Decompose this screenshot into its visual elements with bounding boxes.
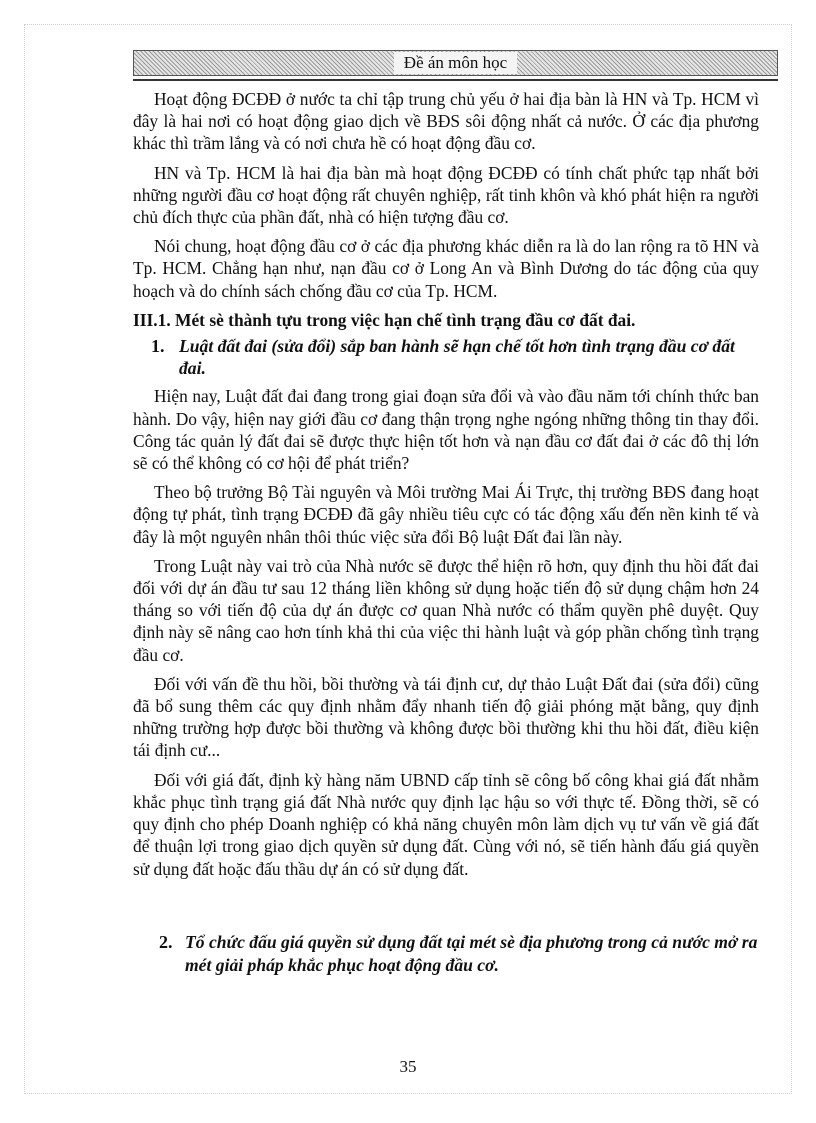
paragraph: Hoạt động ĐCĐĐ ở nước ta chỉ tập trung chủ yếu ở hai địa bàn là HN và Tp. HCM vì đây là hai nơi có hoạt động giao dịch về BĐS sôi động nhất cả nước. Ở các địa phương khác thì trầm lắng và có nơi chưa hề có hoạt động đầu cơ.	[133, 89, 759, 154]
subsection-heading-2	[133, 931, 763, 977]
paragraph: Hiện nay, Luật đất đai đang trong giai đoạn sửa đổi và vào đầu năm tới chính thức ban hành. Do vậy, hiện nay giới đầu cơ đang thận trọng nghe ngóng những thông tin thay đổi. Công tác quản lý đất đai sẽ được thực hiện tốt hơn và nạn đầu cơ đất đai ở các đô thị lớn sẽ có thể không có cơ hội để phát triển?	[133, 386, 759, 474]
paragraph: HN và Tp. HCM là hai địa bàn mà hoạt động ĐCĐĐ có tính chất phức tạp nhất bởi những người đầu cơ hoạt động rất chuyên nghiệp, rất tinh khôn và khó phát hiện ra người chủ đích thực của phần đất, nhà có hiện tượng đầu cơ.	[133, 162, 759, 228]
paragraph: Theo bộ trưởng Bộ Tài nguyên và Môi trường Mai Ái Trực, thị trường BĐS đang hoạt động tự phát, tình trạng ĐCĐĐ đã gây nhiều tiêu cực có tác động xấu đến nền kinh tế và đây là một nguyên nhân thôi thúc việc sửa đổi Bộ luật Đất đai lần này.	[133, 482, 759, 547]
subsection-heading-1	[133, 335, 759, 379]
page-number: 35	[399, 1057, 417, 1076]
running-header	[133, 50, 778, 76]
paragraph: Đối với vấn đề thu hồi, bồi thường và tái định cư, dự thảo Luật Đất đai (sửa đổi) cũng đã bổ sung thêm các quy định nhằm đẩy nhanh tiến độ giải phóng mặt bằng, quy định những trường hợp được bồi thường và không được bồi thường khi thu hồi đất, điều kiện tái định cư...	[133, 673, 759, 761]
document-body	[133, 88, 759, 880]
paragraph: Đối với giá đất, định kỳ hàng năm UBND cấp tỉnh sẽ công bố công khai giá đất nhằm khắc phục tình trạng giá đất Nhà nước quy định lạc hậu so với thực tế. Đồng thời, sẽ có quy định cho phép Doanh nghiệp có khả năng chuyên môn làm dịch vụ tư vấn về giá đất để thuận lợi trong giao dịch quyền sử dụng đất. Cùng với nó, sẽ tiến hành đấu giá quyền sử dụng đất hoặc đấu thầu dự án có sử dụng đất.	[133, 769, 759, 879]
subsection-title: Luật đất đai (sửa đổi) sắp ban hành sẽ hạn chế tốt hơn tình trạng đầu cơ đất đai.	[179, 336, 735, 379]
subsection-number: 2.	[159, 932, 173, 952]
subsection-title: Tổ chức đấu giá quyền sử dụng đất tại mét sè địa phương trong cả nước mở ra mét giải pháp khắc phục hoạt động đầu cơ.	[185, 932, 758, 975]
paragraph: Nói chung, hoạt động đầu cơ ở các địa phương khác diễn ra là do lan rộng ra tõ HN và Tp. HCM. Chẳng hạn như, nạn đầu cơ ở Long An và Bình Dương do tác động của quy hoạch và do chính sách chống đầu cơ của Tp. HCM.	[133, 236, 759, 301]
section-heading: III.1. Mét sè thành tựu trong việc hạn chế tình trạng đầu cơ đất đai.	[133, 309, 636, 330]
subsection-number: 1.	[151, 336, 165, 357]
header-rule	[133, 79, 778, 81]
header-title: Đề án môn học	[394, 52, 517, 74]
paragraph: Trong Luật này vai trò của Nhà nước sẽ được thể hiện rõ hơn, quy định thu hồi đất đai đối với dự án đầu tư sau 12 tháng liền không sử dụng hoặc tiến độ sử dụng chậm hơn 24 tháng so với tiến độ của dự án được cơ quan Nhà nước có thẩm quyền phê duyệt. Quy định này sẽ nâng cao hơn tính khả thi của việc thi hành luật và góp phần chống tình trạng đầu cơ.	[133, 555, 759, 665]
